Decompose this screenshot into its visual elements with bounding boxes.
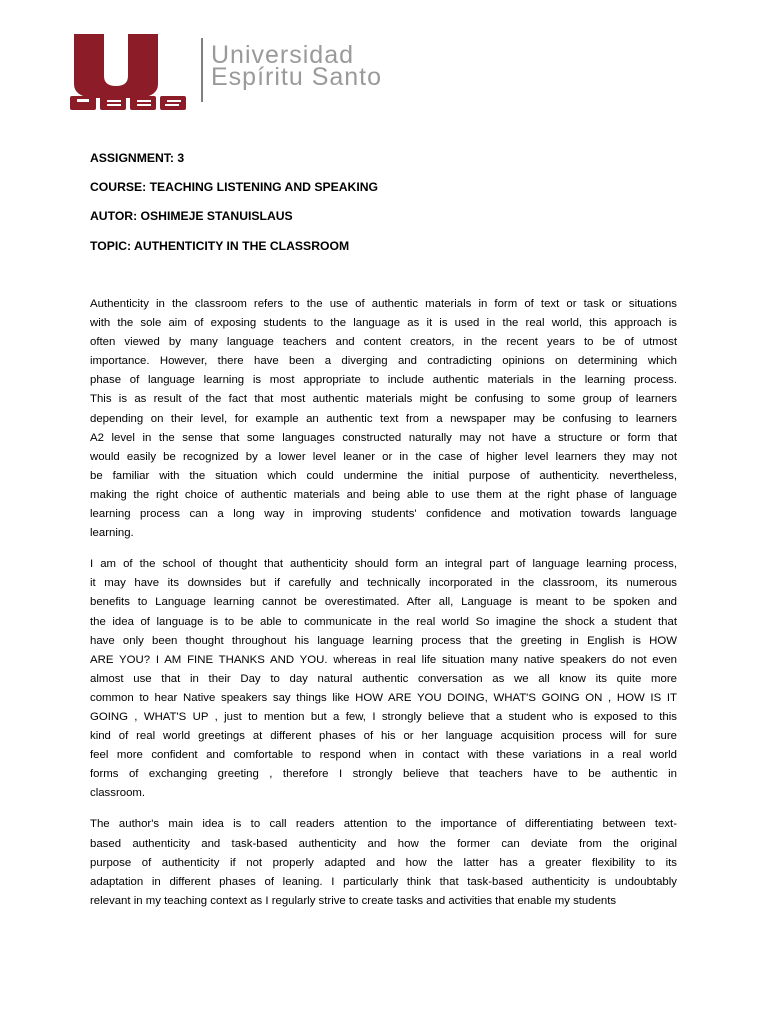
paragraph-line: importance. However, there have been a diverging and contradicting opinions on determining which bbox=[90, 355, 677, 368]
paragraph-line: based authenticity and task-based authenticity and how the former can deviate from the original bbox=[90, 837, 677, 850]
paragraph-line: forms of exchanging greeting , therefore I strongly believe that teachers have to be authentic in bbox=[90, 768, 677, 781]
paragraph-line: depending on their level, for example an authentic text from a newspaper may be confusing to learners bbox=[90, 412, 677, 425]
paragraph-line: learning. bbox=[90, 527, 134, 540]
paragraph-line: making the right choice of authentic materials and being able to use them at the right phase of language bbox=[90, 488, 677, 501]
paragraph-line: it may have its downsides but if carefully and technically incorporated in the classroom, its numerous bbox=[90, 577, 677, 590]
paragraph-line: A2 level in the sense that some languages constructed naturally may not have a structure or form that bbox=[90, 431, 677, 444]
paragraph-line: the idea of language is to be able to communicate in the real world So imagine the shock a student that bbox=[90, 615, 677, 628]
paragraph bbox=[90, 555, 677, 803]
university-name-line1: Universidad bbox=[211, 41, 355, 69]
paragraph-line: almost use that in their Day to day natural authentic conversation as we all know its quite more bbox=[90, 672, 677, 685]
paragraph-line: learning process can a long way in improving students' confidence and motivation towards language bbox=[90, 508, 677, 521]
paragraph-line: Authenticity in the classroom refers to the use of authentic materials in form of text or task or situations bbox=[90, 298, 677, 310]
paragraph-line: I am of the school of thought that authenticity should form an integral part of language learning process, bbox=[90, 558, 677, 571]
paragraph-line: often viewed by many language teachers and content creators, in the recent years to be of utmost bbox=[90, 336, 677, 349]
university-name-line2: Espíritu Santo bbox=[211, 63, 383, 91]
paragraph-line: would easily be recognized by a lower level leaner or in the case of higher level learners they may not bbox=[90, 450, 677, 463]
paragraph-line: purpose of authenticity if not properly adapted and how the latter has a greater flexibility to its bbox=[90, 856, 677, 869]
essay-body bbox=[90, 295, 677, 923]
paragraph-line: adaptation in different phases of leaning. I particularly think that task-based authenticity is undoubtably bbox=[90, 875, 677, 888]
author-name: AUTOR: OSHIMEJE STANUISLAUS bbox=[90, 209, 293, 224]
paragraph-line: with the sole aim of exposing students to the language as it is used in the real world, this approach is bbox=[90, 317, 677, 330]
assignment-number: ASSIGNMENT: 3 bbox=[90, 151, 185, 165]
paragraph-line: have only been thought throughout his language learning process that the greeting in English is HOW bbox=[90, 634, 677, 647]
course-title: COURSE: TEACHING LISTENING AND SPEAKING bbox=[90, 180, 379, 195]
paragraph-line: phase of language learning is most appropriate to include authentic materials in the learning process. bbox=[90, 374, 677, 387]
paragraph-line: This is as result of the fact that most authentic materials might be confusing to some group of learners bbox=[90, 393, 677, 406]
paragraph-line: relevant in my teaching context as I regularly strive to create tasks and activities that enable my students bbox=[90, 894, 617, 907]
paragraph-line: common to hear Native speakers say things like HOW ARE YOU DOING, WHAT'S GOING ON , HOW IS IT bbox=[90, 691, 677, 704]
paragraph-line: classroom. bbox=[90, 787, 146, 800]
paragraph-line: feel more confident and comfortable to respond when in contact with these variations in a real world bbox=[90, 749, 677, 762]
paragraph-line: benefits to Language learning cannot be overestimated. After all, Language is meant to be spoken and bbox=[90, 596, 677, 609]
uees-logo bbox=[68, 30, 190, 112]
paragraph-line: kind of real world greetings at different phases of his or her language acquisition process will for sure bbox=[90, 730, 677, 743]
assignment-details bbox=[90, 151, 690, 268]
paragraph-line: ARE YOU? I AM FINE THANKS AND YOU. whereas in real life situation many native speakers do not even bbox=[90, 653, 677, 666]
topic-title: TOPIC: AUTHENTICITY IN THE CLASSROOM bbox=[90, 238, 350, 253]
paragraph bbox=[90, 295, 677, 543]
paragraph-line: GOING , WHAT'S UP , just to mention but a few, I strongly believe that a student who is exposed to this bbox=[90, 710, 677, 723]
paragraph bbox=[90, 815, 677, 910]
page-header bbox=[68, 30, 468, 112]
paragraph-line: be familiar with the situation which could undermine the initial purpose of authenticity. nevertheless, bbox=[90, 469, 677, 482]
paragraph-line: The author's main idea is to call readers attention to the importance of differentiating between text- bbox=[90, 818, 677, 831]
logo-divider bbox=[201, 38, 203, 102]
university-name bbox=[211, 41, 383, 91]
